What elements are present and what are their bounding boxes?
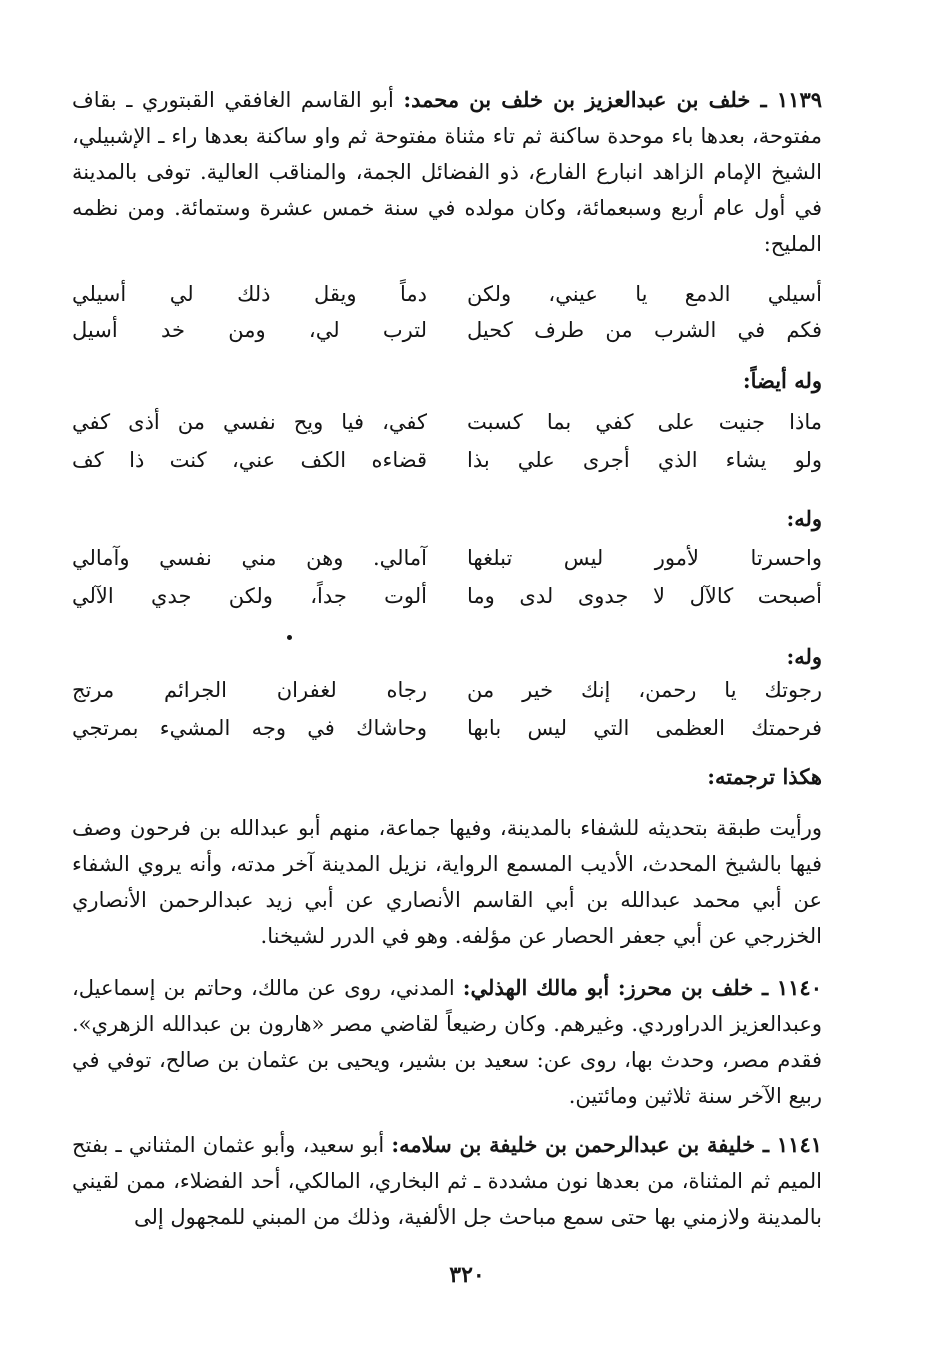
hemistich-second: لترب لي، ومن خد أسيل: [72, 318, 427, 342]
hemistich-second: رجاه لغفران الجرائم مرتج: [72, 678, 427, 702]
hemistich-second: آمالي. وهن مني نفسي وآمالي: [72, 546, 427, 570]
hemistich-first: فرحمتك العظمى التي ليس بابها: [467, 716, 822, 740]
paragraph: ورأيت طبقة بتحديثه للشفاء بالمدينة، وفيها جماعة، منهم أبو عبدالله بن فرحون وصف فيها بالشيخ المحدث، الأديب المسمع الرواية، نزيل المدينة آخر مدته، وأنه يروي الشفاء عن أبي محمد عبدالله بن أبي القاسم الأنصاري عن أبي زيد عبدالرحمن الأنصاري الخزرجي عن أبي جعفر الحصار عن مؤلفه. وهو في الدرر لشيخنا.: [72, 816, 822, 948]
poem-1-line-1: [72, 282, 822, 318]
hemistich-second: وحاشاك في وجه المشيء بمرتجي: [72, 716, 427, 740]
hemistich-second: ألوت جداً، ولكن جدي الآلي: [72, 584, 427, 608]
poem-4-line-1: [72, 678, 822, 714]
entry-1140: [72, 970, 822, 1114]
entry-1140-body: المدني، روى عن مالك، وحاتم بن إسماعيل، وعبدالعزيز الدراوردي. وغيرهم. وكان رضيعاً لقاضي مصر «هارون بن عبدالله الزهري». فقدم مصر، وحدث بها، روى عن: سعيد بن بشير، ويحيى بن عثمان بن صالح، توفي في ربيع الآخر سنة ثلاثين ومائتين.: [72, 976, 822, 1108]
label-his: وله:: [786, 506, 822, 531]
entry-1139-heading: ١١٣٩ ـ خلف بن عبدالعزيز بن خلف بن محمد:: [403, 87, 823, 112]
poem-3-line-2: [72, 584, 822, 620]
poem-2-line-2: [72, 448, 822, 484]
hemistich-first: فكم في الشرب من طرف كحيل: [467, 318, 822, 342]
label-thus: هكذا ترجمته:: [707, 764, 822, 789]
poem-3-line-1: [72, 546, 822, 582]
stray-dot: [287, 635, 292, 640]
entry-1141-body: أبو سعيد، وأبو عثمان المثناني ـ بفتح الميم ثم المثناة، من بعدها نون مشددة ـ ثم البخاري، المالكي، أحد الفضلاء، ممن لقيني بالمدينة ولازمني بها حتى سمع مباحث جل الألفية، وذلك من المبني للمجهول إلى: [72, 1133, 822, 1229]
hemistich-second: قضاءه الكف عني، كنت ذا كف: [72, 448, 427, 472]
poem-4-line-2: [72, 716, 822, 752]
hemistich-first: واحسرتا لأمور ليس تبلغها: [467, 546, 822, 570]
hemistich-first: أصبحت كالآل لا جدوى لدى وما: [467, 584, 822, 608]
poem-1-line-2: [72, 318, 822, 354]
entry-1140-heading: ١١٤٠ ـ خلف بن محرز: أبو مالك الهذلي:: [462, 975, 822, 1000]
entry-1141-heading: ١١٤١ ـ خليفة بن عبدالرحمن بن خليفة بن سلامه:: [391, 1132, 823, 1157]
hemistich-second: دماً ويقل ذلك لي أسيلي: [72, 282, 427, 306]
label-also: وله أيضاً:: [742, 368, 822, 393]
hemistich-first: أسيلي الدمع يا عيني، ولكن: [467, 282, 822, 306]
poem-2-line-1: [72, 410, 822, 446]
entry-1141: [72, 1127, 822, 1235]
hemistich-first: ولو يشاء الذي أجرى علي بذا: [467, 448, 822, 472]
entry-1139-body: أبو القاسم الغافقي القبتوري ـ بقاف مفتوحة، بعدها باء موحدة ساكنة ثم تاء مثناة مفتوحة ثم واو ساكنة بعدها راء ـ الإشبيلي، الشيخ الإمام الزاهد انبارع الفارع، ذو الفضائل الجمة، والمناقب العالية. توفى بالمدينة في أول عام أربع وسبعمائة، وكان مولده في سنة خمس عشرة وستمائة. ومن نظمه المليح:: [72, 88, 822, 256]
hemistich-second: كفي، فيا ويح نفسي من أذى كفي: [72, 410, 427, 434]
page-number: ٣٢٠: [449, 1262, 485, 1288]
hemistich-first: ماذا جنيت على كفي بما كسبت: [467, 410, 822, 434]
label-his: وله:: [786, 644, 822, 669]
entry-1139: [72, 82, 822, 262]
hemistich-first: رجوتك يا رحمن، إنك خير من: [467, 678, 822, 702]
